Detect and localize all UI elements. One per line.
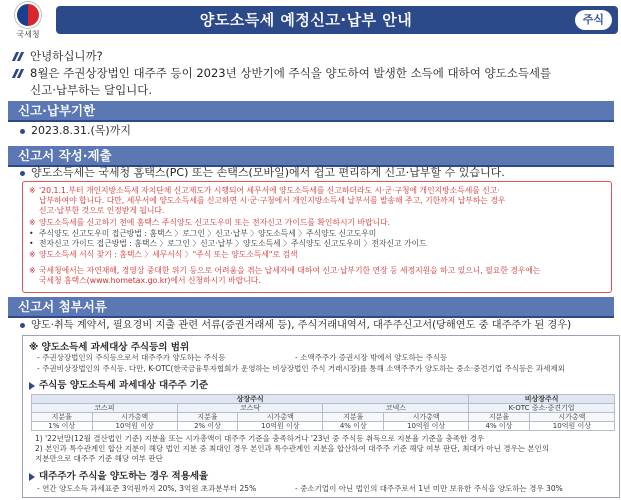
table-cell: 2% 이상: [177, 422, 238, 431]
deadline-value: [20, 124, 131, 138]
filing-section-header: [8, 146, 614, 165]
scope-item: - 주권비상장법인의 주식등. 다만, K-OTC(한국금융투자협회가 운영하는 비상장법인 주식 거래시장)를 통해 소액주주가 양도하는 중소·중견기업 주식등은 과세제외: [37, 364, 565, 373]
double-slash-icon: [12, 69, 24, 78]
table-cell: 10억원 이상: [529, 422, 614, 431]
scope-item: - 소액주주가 증권시장 밖에서 양도하는 주식등: [295, 353, 448, 362]
filing-bullet: [20, 166, 505, 180]
notice-line: ※ 양도소득세 서식 찾기 : 홈택스 〉세무서식 〉"주식 또는 양도소득세"로 검색: [29, 250, 298, 259]
category-tag: 주식: [575, 10, 612, 30]
section-title: 신고·납부기한: [18, 103, 96, 118]
major-shareholder-table: [31, 394, 615, 431]
intro-greeting: [8, 48, 614, 65]
title-bar: [56, 6, 618, 34]
major-shareholder-heading: 주식등 양도소득세 과세대상 대주주 기준: [29, 377, 208, 391]
column-header: 시가총액: [92, 413, 177, 422]
notice-line: ※ '20.1.1.부터 개인지방소득세 자치단체 신고제도가 시행되어 세무서에 양도소득세를 신고하더라도 시·군·구청에 개인지방소득세를 신고·: [29, 186, 500, 195]
market-header: K-OTC 중소·중견기업: [469, 404, 615, 413]
bullet-icon: [20, 171, 25, 176]
notice-line: 납부하여야 합니다. 다만, 세무서에 양도소득세를 신고하면 시·군·구청에서 개인지방소득세 납부서를 발송해 주고, 기한까지 납부하는 경우: [39, 196, 506, 205]
notice-line: 국세청 홈택스(www.hometax.go.kr)에서 신청하시기 바랍니다.: [39, 276, 261, 285]
column-header: 시가총액: [529, 413, 614, 422]
attachments-section-header: [8, 297, 614, 316]
column-header: 지분율: [32, 413, 93, 422]
greeting-text: 안녕하십니까?: [30, 49, 103, 63]
section-underline: [8, 316, 614, 318]
arrow-right-icon: [29, 473, 35, 481]
nts-logo: [6, 2, 50, 42]
table-note: 지분만으로 대주주 기준 해당 여부 판단: [35, 454, 163, 463]
market-header: 코스닥: [177, 404, 323, 413]
notice-line: • 전자신고 가이드 접근방법 : 홈택스 〉로그인 〉신고·납부 〉양도소득세 〉주식양도 신고도우미 〉전자신고 가이드: [29, 239, 427, 248]
intro-message-cont: [8, 82, 614, 99]
logo-text: 국세청: [16, 30, 40, 39]
column-header: 시가총액: [384, 413, 469, 422]
notice-line: ※ 양도소득세를 신고하기 전에 홈택스 주식양도 신고도우미 또는 전자신고 가이드를 확인하시기 바랍니다.: [29, 218, 391, 227]
column-header: 지분율: [177, 413, 238, 422]
section-underline: [8, 120, 614, 122]
taegeuk-emblem-icon: [15, 2, 41, 28]
attachments-bullet: [20, 319, 571, 333]
market-header: 코넥스: [323, 404, 469, 413]
scope-item: - 주권상장법인의 주식등으로서 대주주가 양도하는 주식등: [37, 353, 226, 362]
table-cell: 4% 이상: [323, 422, 384, 431]
table-cell: 10억원 이상: [384, 422, 469, 431]
column-header: 지분율: [469, 413, 530, 422]
tax-rate-item: - 연간 양도소득 과세표준 3억원까지 20%, 3억원 초과분부터 25%: [37, 484, 257, 493]
arrow-right-icon: [29, 382, 35, 390]
message-text-1: 8월은 주권상장법인 대주주 등이 2023년 상반기에 주식을 양도하여 발생한 소득에 대하여 양도소득세를: [30, 66, 552, 80]
table-cell: 10억원 이상: [92, 422, 177, 431]
column-header: 지분율: [323, 413, 384, 422]
double-slash-icon: [12, 52, 24, 61]
table-cell: 4% 이상: [469, 422, 530, 431]
section-title: 신고서 첨부서류: [18, 299, 107, 314]
notice-line: • 주식양도 신고도우미 접근방법 : 홈택스 〉로그인 〉신고·납부 〉양도소득세 〉주식양도 신고도우미: [29, 229, 377, 238]
message-text-2: 신고·납부하는 달입니다.: [30, 83, 153, 97]
section-title: 신고서 작성·제출: [18, 148, 112, 163]
intro-message: [8, 65, 614, 82]
notice-line: 신고·납부한 것으로 인정받게 됩니다.: [39, 206, 165, 215]
table-group-header: 상장주식: [32, 395, 469, 404]
header: [0, 0, 621, 44]
bullet-icon: [20, 129, 25, 134]
filing-text: 양도소득세는 국세청 홈택스(PC) 또는 손택스(모바일)에서 쉽고 편리하게 신고·납부할 수 있습니다.: [31, 166, 505, 179]
table-group-header: 비상장주식: [469, 395, 615, 404]
notice-line: ※ 국세청에서는 자연재해, 경영상 중대한 위기 등으로 어려움을 겪는 납세자에 대하여 신고·납부기한 연장 등 세정지원을 하고 있으니, 필요한 경우에는: [29, 266, 541, 275]
table-cell: 10억원 이상: [238, 422, 323, 431]
bullet-icon: [20, 323, 25, 328]
attachments-text: 양도·취득 계약서, 필요경비 지출 관련 서류(증권거래세 등), 주식거래내역서, 대주주신고서(당해연도 중 대주주가 된 경우): [31, 320, 572, 331]
tax-rate-item: - 중소기업이 아닌 법인의 대주주로서 1년 미만 보유한 주식을 양도하는 경우 30%: [295, 484, 563, 493]
table-note: 1) '22년말(12월 결산법인 기준) 지분율 또는 시가총액이 대주주 기준을 충족하거나 '23년 중 주식등 취득으로 지분율 기준을 충족한 경우: [35, 434, 485, 443]
tax-scope-guide: [22, 335, 620, 498]
table-cell: 1% 이상: [32, 422, 93, 431]
intro: [8, 48, 614, 99]
column-header: 시가총액: [238, 413, 323, 422]
page-title: 양도소득세 예정신고·납부 안내: [199, 11, 413, 29]
tax-rate-heading: 대주주가 주식을 양도하는 경우 적용세율: [29, 468, 208, 482]
table-note: 2) 본인과 특수관계인 합산 지분이 해당 법인 지분 중 최대인 경우 본인과 특수관계인 지분을 합산하여 대주주 기준 해당 여부 판단, 최대가 아닌 경우는 본인의: [35, 444, 550, 453]
deadline-section-header: [8, 101, 614, 120]
market-header: 코스피: [32, 404, 178, 413]
deadline-text: 2023.8.31.(목)까지: [31, 124, 131, 137]
scope-heading: ※ 양도소득세 과세대상 주식등의 범위: [29, 342, 190, 353]
notice-box: [22, 181, 612, 293]
